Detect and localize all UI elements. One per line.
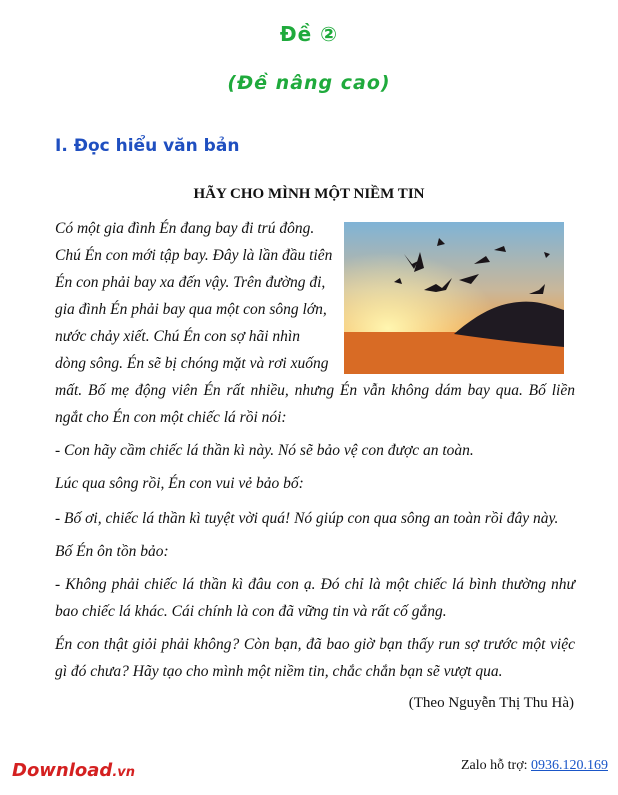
story-line: gì đó chưa? Hãy tạo cho mình một niềm tin, chắc chắn bạn sẽ vượt qua. <box>55 663 503 680</box>
story-line: - Con hãy cầm chiếc lá thần kì này. Nó sẽ bảo vệ con được an toàn. <box>55 442 474 459</box>
story-line: Én con thật giỏi phải không? Còn bạn, đã bao giờ bạn thấy run sợ trước một việc <box>55 636 575 653</box>
story-line: nước chảy xiết. Chú Én con sợ hãi nhìn <box>55 328 300 345</box>
logo-main: Download <box>12 760 113 781</box>
story-line: - Bố ơi, chiếc lá thần kì tuyệt vời quá! Nó giúp con qua sông an toàn rồi đây này. <box>55 510 559 527</box>
story-line: gia đình Én phải bay qua một con sông lớn, <box>55 301 327 318</box>
exam-title: Đề ② <box>279 22 339 46</box>
story-line: bao chiếc lá khác. Cái chính là con đã vững tin và rất cố gắng. <box>55 603 447 620</box>
logo-tld: .vn <box>112 765 135 780</box>
exam-subtitle: (Đề nâng cao) <box>227 72 391 94</box>
story-line: Chú Én con mới tập bay. Đây là lần đầu tiên <box>55 247 333 264</box>
zalo-support <box>461 758 608 774</box>
section-heading: I. Đọc hiểu văn bản <box>55 136 240 156</box>
zalo-label: Zalo hỗ trợ: <box>461 758 531 773</box>
story-line: - Không phải chiếc lá thần kì đâu con ạ. Đó chỉ là một chiếc lá bình thường như <box>55 576 575 593</box>
story-line: dòng sông. Én sẽ bị chóng mặt và rơi xuống <box>55 355 329 372</box>
story-line: mất. Bố mẹ động viên Én rất nhiều, nhưng Én vẫn không dám bay qua. Bố liền <box>55 382 575 399</box>
story-line: Lúc qua sông rồi, Én con vui vẻ bảo bố: <box>55 475 304 492</box>
download-vn-logo[interactable] <box>12 760 135 781</box>
zalo-phone-link[interactable]: 0936.120.169 <box>531 758 608 773</box>
story-title: HÃY CHO MÌNH MỘT NIỀM TIN <box>193 186 425 202</box>
swallows-sunset-image <box>344 222 564 374</box>
story-line: Én con phải bay xa đến vậy. Trên đường đi, <box>55 274 326 291</box>
story-line: Có một gia đình Én đang bay đi trú đông. <box>55 220 315 237</box>
story-line: ngắt cho Én con một chiếc lá rồi nói: <box>55 409 287 426</box>
story-line: Bố Én ôn tồn bảo: <box>55 543 169 560</box>
story-credit: (Theo Nguyễn Thị Thu Hà) <box>408 695 574 711</box>
